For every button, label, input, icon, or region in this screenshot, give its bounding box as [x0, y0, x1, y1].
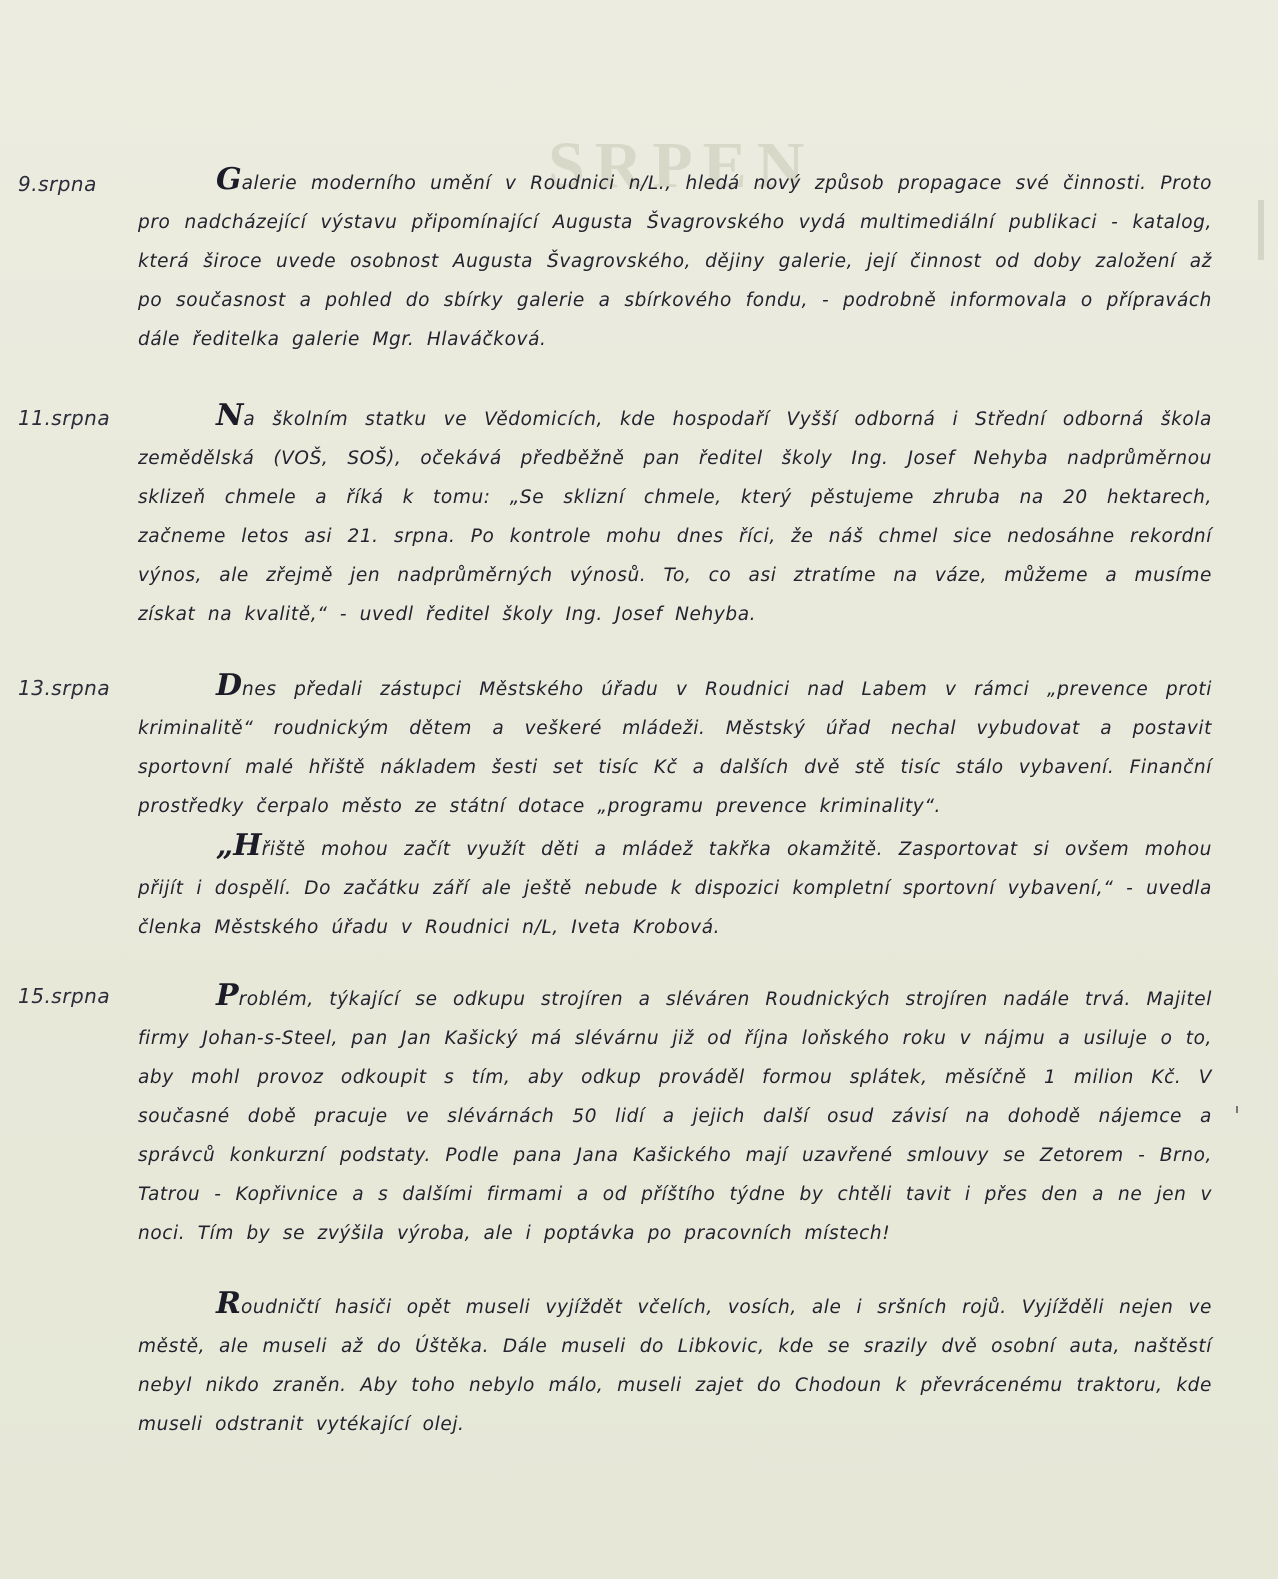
- paragraph-text: alerie moderního umění v Roudnici n/L., hledá nový způsob propagace své činnosti. Proto pro nadcházející výstavu připomínající Augusta Švagrovského vydá multimediální publikaci - katalog, která široce uvede osobnost Augusta Švagrovského, dějiny galerie, její činnost od doby založení až po současnost a pohled do sbírky galerie a sbírkového fondu, - podrobně informovala o přípravách dále ředitelka galerie Mgr. Hlaváčková.: [138, 173, 1212, 350]
- entry-body: [138, 1284, 1212, 1444]
- paragraph-text: nes předali zástupci Městského úřadu v Roudnici nad Labem v rámci „prevence proti kriminalitě“ roudnickým dětem a veškeré mládeži. Městský úřad nechal vybudovat a postavit sportovní malé hřiště nákladem šesti set tisíc Kč a dalších dvě stě tisíc stálo vybavení. Finanční prostředky čerpalo město ze státní dotace „programu prevence kriminality“.: [138, 679, 1212, 817]
- initial-letter: G: [216, 162, 242, 197]
- entry-body: [138, 666, 1212, 947]
- entry-body: [138, 160, 1212, 359]
- initial-letter: P: [216, 978, 239, 1013]
- bleed-through-heading: SRPEN: [548, 129, 815, 202]
- initial-letter: R: [216, 1286, 241, 1321]
- entry-date: 9.srpna: [18, 172, 97, 196]
- paper-mark: [1236, 1106, 1238, 1113]
- paragraph-text: roblém, týkající se odkupu strojíren a sléváren Roudnických strojíren nadále trvá. Majitel firmy Johan-s-Steel, pan Jan Kašický má slévárnu již od října loňského roku v nájmu a usiluje o to, aby mohl provoz odkoupit s tím, aby odkup prováděl formou splátek, měsíčně 1 milion Kč. V současné době pracuje ve slévárnách 50 lidí a jejich další osud závisí na dohodě nájemce a správců konkurzní podstaty. Podle pana Jana Kašického mají uzavřené smlouvy se Zetorem - Brno, Tatrou - Kopřivnice a s dalšími firmami a od příštího týdne by chtěli tavit i přes den a ne jen v noci. Tím by se zvýšila výroba, ale i poptávka po pracovních místech!: [138, 989, 1212, 1244]
- entry-date: 15.srpna: [18, 984, 111, 1008]
- paragraph-text: oudničtí hasiči opět museli vyjíždět včelích, vosích, ale i sršních rojů. Vyjížděli nejen ve městě, ale museli až do Úštěka. Dále museli do Libkovic, kde se srazily dvě osobní auta, naštěstí nebyl nikdo zraněn. Aby toho nebylo málo, museli zajet do Chodoun k převrácenému traktoru, kde museli odstranit vytékající olej.: [138, 1297, 1212, 1435]
- paragraph-text: řiště mohou začít využít děti a mládež takřka okamžitě. Zasportovat si ovšem mohou přijít i dospělí. Do začátku září ale ještě nebude k dispozici kompletní sportovní vybavení,“ - uvedla členka Městského úřadu v Roudnici n/L, Iveta Krobová.: [138, 839, 1212, 938]
- initial-letter: D: [216, 668, 243, 703]
- entry-paragraph: [138, 396, 1212, 634]
- entry-paragraph: [138, 160, 1212, 359]
- entry-body: [138, 396, 1212, 634]
- entry-paragraph: [138, 1284, 1212, 1444]
- bleed-through-mark: [1258, 200, 1264, 260]
- entry-paragraph: [138, 666, 1212, 826]
- entry-date: 13.srpna: [18, 676, 111, 700]
- initial-letter: N: [216, 398, 244, 433]
- entry-paragraph: [138, 826, 1212, 947]
- entry-paragraph: [138, 976, 1212, 1253]
- initial-letter: „H: [216, 828, 262, 863]
- entry-body: [138, 976, 1212, 1253]
- paragraph-text: a školním statku ve Vědomicích, kde hospodaří Vyšší odborná i Střední odborná škola zemědělská (VOŠ, SOŠ), očekává předběžně pan ředitel školy Ing. Josef Nehyba nadprůměrnou sklizeň chmele a říká k tomu: „Se sklizní chmele, který pěstujeme zhruba na 20 hektarech, začneme letos asi 21. srpna. Po kontrole mohu dnes říci, že náš chmel sice nedosáhne rekordní výnos, ale zřejmě jen nadprůměrných výnosů. To, co asi ztratíme na váze, můžeme a musíme získat na kvalitě,“ - uvedl ředitel školy Ing. Josef Nehyba.: [138, 409, 1212, 625]
- entry-date: 11.srpna: [18, 406, 111, 430]
